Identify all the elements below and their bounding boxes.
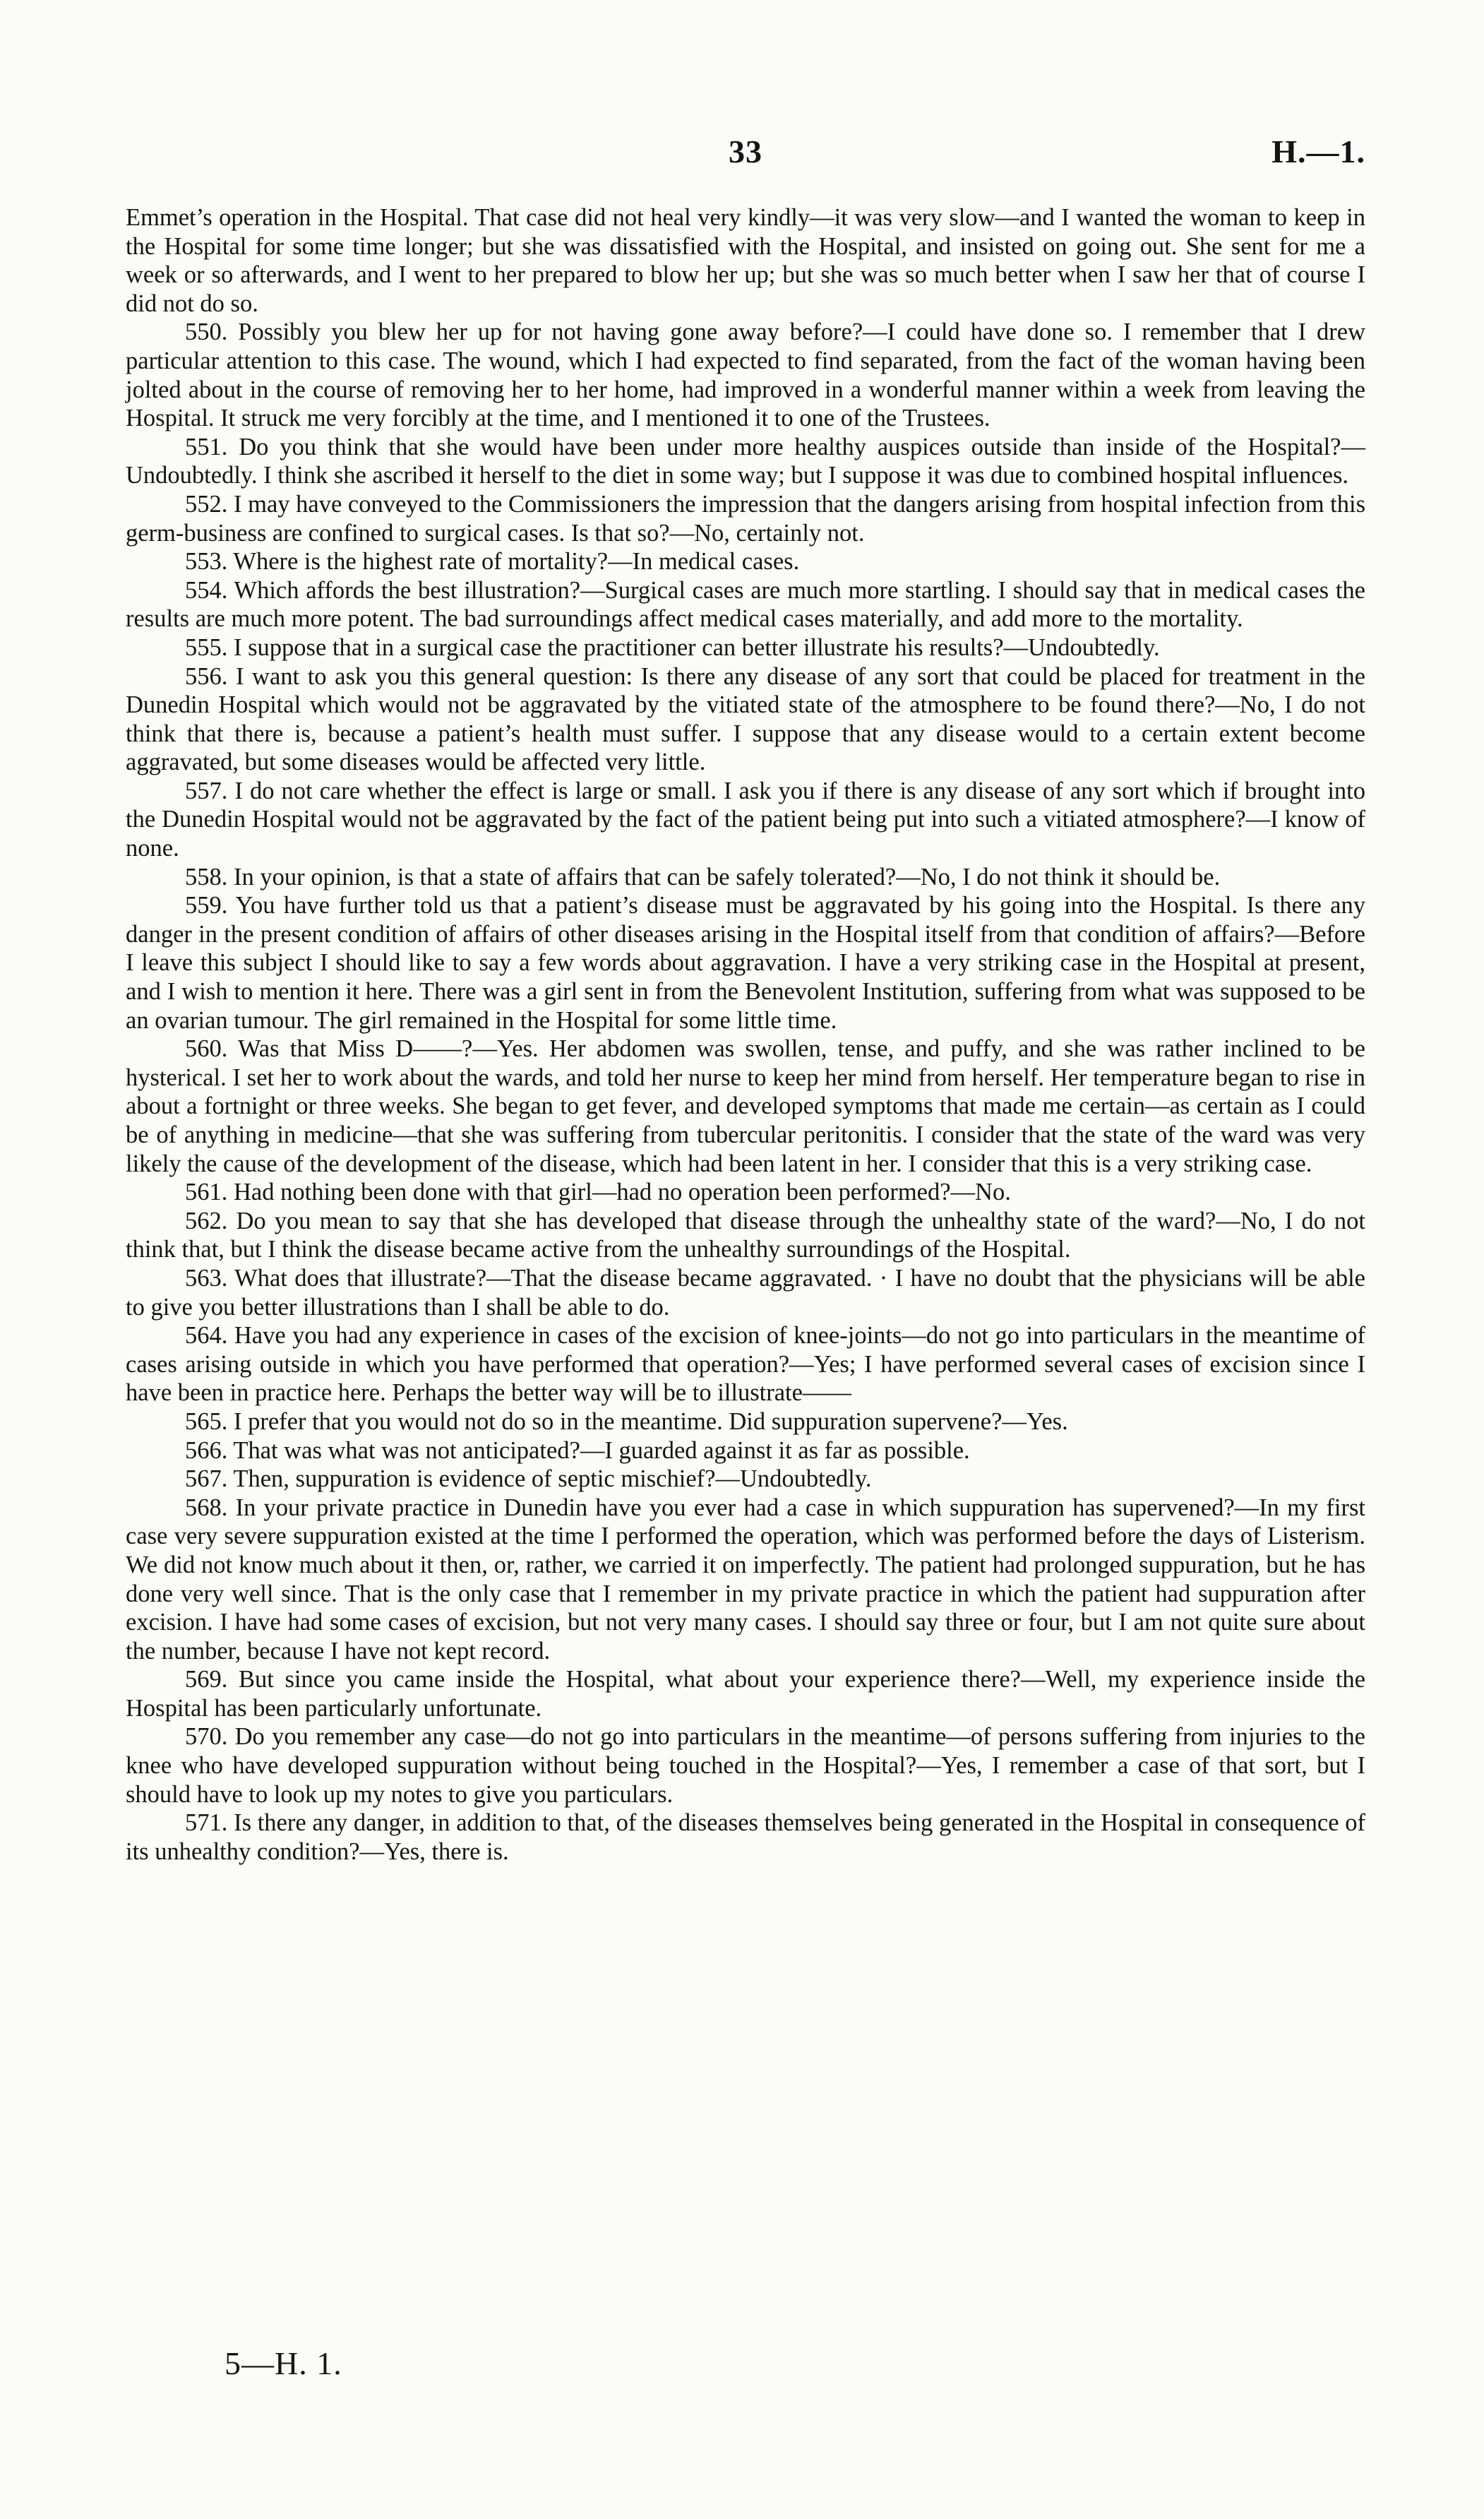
testimony-body bbox=[126, 203, 1365, 1866]
paragraph-553: 553. Where is the highest rate of mortality?—In medical cases. bbox=[185, 548, 800, 576]
paragraph-568: 568. In your private practice in Dunedin have you ever had a case in which suppuration has supervened?—In my first case very severe suppuration existed at the time I performed the operation, which was performed before the days of Listerism. We did not know much about it then, or, rather, we carried it on imperfectly. The patient had prolonged suppuration, but he has done very well since. That is the only case that I remember in my private practice in which the patient had suppuration after excision. I have had some cases of excision, but not very many cases. I should say three or four, but I am not quite sure about the number, because I have not kept record. bbox=[126, 1494, 1365, 1665]
paragraph-551: 551. Do you think that she would have been under more healthy auspices outside than inside of the Hospital?—Undoubtedly. I think she ascribed it herself to the diet in some way; but I suppose it was due to combined hospital influences. bbox=[126, 433, 1365, 489]
paragraph-560: 560. Was that Miss D——?—Yes. Her abdomen was swollen, tense, and puffy, and she was rather inclined to be hysterical. I set her to work about the wards, and told her nurse to keep her mind from herself. Her temperature began to rise in about a fortnight or three weeks. She began to get fever, and developed symptoms that made me certain—as certain as I could be of anything in medicine—that she was suffering from tubercular peritonitis. I consider that the state of the ward was very likely the cause of the development of the disease, which had been latent in her. I consider that this is a very striking case. bbox=[126, 1035, 1365, 1177]
document-reference: H.—1. bbox=[1271, 133, 1365, 169]
paragraph-558: 558. In your opinion, is that a state of affairs that can be safely tolerated?—No, I do not think it should be. bbox=[185, 863, 1221, 891]
paragraph-570: 570. Do you remember any case—do not go into particulars in the meantime—of persons suffering from injuries to the knee who have developed suppuration without being touched in the Hospital?—Yes, I remember a case of that sort, but I should have to look up my notes to give you particulars. bbox=[126, 1723, 1365, 1808]
signature-mark: 5—H. 1. bbox=[225, 2345, 342, 2381]
page-header bbox=[126, 133, 1365, 175]
paragraph-565: 565. I prefer that you would not do so in the meantime. Did suppuration supervene?—Yes. bbox=[185, 1407, 1068, 1435]
paragraph-566: 566. That was what was not anticipated?—I guarded against it as far as possible. bbox=[185, 1436, 970, 1464]
paragraph-550: 550. Possibly you blew her up for not having gone away before?—I could have done so. I remember that I drew particular attention to this case. The wound, which I had expected to find separated, from the fact of the woman having been jolted about in the course of removing her to her home, had improved in a wonderful manner within a week from leaving the Hospital. It struck me very forcibly at the time, and I mentioned it to one of the Trustees. bbox=[126, 318, 1365, 432]
page-number: 33 bbox=[729, 133, 762, 169]
paragraph-563: 563. What does that illustrate?—That the disease became aggravated. · I have no doubt that the physicians will be able to give you better illustrations than I shall be able to do. bbox=[126, 1264, 1365, 1321]
paragraph-567: 567. Then, suppuration is evidence of septic mischief?—Undoubtedly. bbox=[185, 1465, 872, 1493]
paragraph-569: 569. But since you came inside the Hospital, what about your experience there?—Well, my experience inside the Hospital has been particularly unfortunate. bbox=[126, 1666, 1365, 1722]
paragraph-571: 571. Is there any danger, in addition to that, of the diseases themselves being generated in the Hospital in consequence of its unhealthy condition?—Yes, there is. bbox=[126, 1809, 1365, 1865]
paragraph-559: 559. You have further told us that a patient’s disease must be aggravated by his going into the Hospital. Is there any danger in the present condition of affairs of other diseases arising in the Hospital itself from that condition of affairs?—Before I leave this subject I should like to say a few words about aggravation. I have a very striking case in the Hospital at present, and I wish to mention it here. There was a girl sent in from the Benevolent Institution, suffering from what was supposed to be an ovarian tumour. The girl remained in the Hospital for some little time. bbox=[126, 892, 1365, 1034]
paragraph-562: 562. Do you mean to say that she has developed that disease through the unhealthy state of the ward?—No, I do not think that, but I think the disease became active from the unhealthy surroundings of the Hospital. bbox=[126, 1207, 1365, 1263]
paragraph-continued: Emmet’s operation in the Hospital. That case did not heal very kindly—it was very slow—and I wanted the woman to keep in the Hospital for some time longer; but she was dissatisfied with the Hospital, and insisted on going out. She sent for me a week or so afterwards, and I went to her prepared to blow her up; but she was so much better when I saw her that of course I did not do so. bbox=[126, 204, 1365, 317]
paragraph-564: 564. Have you had any experience in cases of the excision of knee-joints—do not go into particulars in the meantime of cases arising outside in which you have performed that operation?—Yes; I have performed several cases of excision since I have been in practice here. Perhaps the better way will be to illustrate—— bbox=[126, 1322, 1365, 1407]
paragraph-561: 561. Had nothing been done with that girl—had no operation been performed?—No. bbox=[185, 1179, 1011, 1206]
paragraph-557: 557. I do not care whether the effect is large or small. I ask you if there is any disease of any sort which if brought into the Dunedin Hospital would not be aggravated by the fact of the patient being put into such a vitiated atmosphere?—I know of none. bbox=[126, 777, 1365, 862]
paragraph-554: 554. Which affords the best illustration?—Surgical cases are much more startling. I should say that in medical cases the results are much more potent. The bad surroundings affect medical cases materially, and add more to the mortality. bbox=[126, 576, 1365, 633]
paragraph-556: 556. I want to ask you this general question: Is there any disease of any sort that could be placed for treatment in the Dunedin Hospital which would not be aggravated by the vitiated state of the atmosphere to be found there?—No, I do not think that there is, because a patient’s health must suffer. I suppose that any disease would to a certain extent become aggravated, but some diseases would be affected very little. bbox=[126, 662, 1365, 776]
paragraph-552: 552. I may have conveyed to the Commissioners the impression that the dangers arising from hospital infection from this germ-business are confined to surgical cases. Is that so?—No, certainly not. bbox=[126, 490, 1365, 547]
paragraph-555: 555. I suppose that in a surgical case the practitioner can better illustrate his results?—Undoubtedly. bbox=[185, 633, 1160, 661]
